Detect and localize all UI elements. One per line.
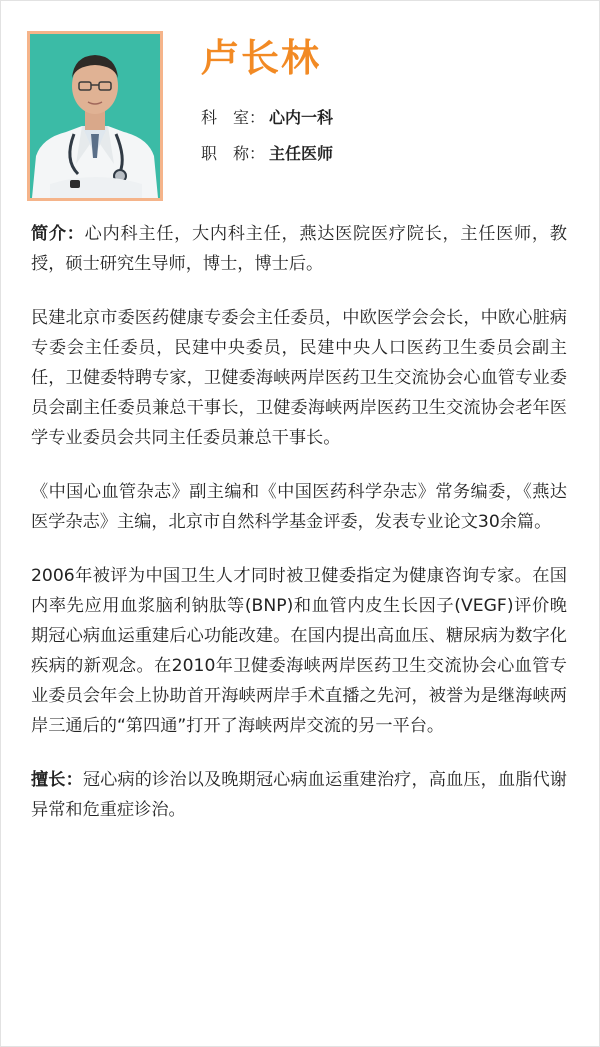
doctor-name: 卢长林 (201, 36, 322, 80)
specialty-label: 擅长： (31, 770, 83, 790)
intro-label: 简介： (31, 224, 85, 244)
title-row (201, 143, 333, 165)
publications-paragraph: 《中国心血管杂志》副主编和《中国医药科学杂志》常务编委，《燕达医学杂志》主编，北京市自然科学基金评委，发表专业论文30余篇。 (31, 482, 567, 532)
intro-text: 心内科主任，大内科主任，燕达医院医疗院长，主任医师，教授，硕士研究生导师，博士，博士后。 (31, 224, 567, 274)
department-value: 心内一科 (269, 108, 334, 127)
specialty-paragraph (31, 765, 567, 825)
achievements-paragraph: 2006年被评为中国卫生人才同时被卫健委指定为健康咨询专家。在国内率先应用血浆脑利钠肽等(BNP)和血管内皮生长因子(VEGF)评价晚期冠心病血运重建后心功能改建。在国内提出高血压、糖尿病为数字化疾病的新观念。在2010年卫健委海峡两岸医药卫生交流协会心血管专业委员会年会上协助首开海峡两岸手术直播之先河，被誉为是继海峡两岸三通后的“第四通”打开了海峡两岸交流的另一平台。 (31, 566, 567, 736)
department-row (201, 107, 333, 129)
department-label: 科 室： (201, 108, 266, 127)
profile-content (31, 219, 567, 849)
intro-paragraph (31, 219, 567, 279)
doctor-portrait-image (30, 34, 160, 198)
title-label: 职 称： (201, 144, 266, 163)
doctor-photo (27, 31, 163, 201)
affiliations-paragraph: 民建北京市委医药健康专委会主任委员，中欧医学会会长，中欧心脏病专委会主任委员，民建中央委员，民建中央人口医药卫生委员会副主任，卫健委特聘专家，卫健委海峡两岸医药卫生交流协会心血管专业委员会副主任委员兼总干事长，卫健委海峡两岸医药卫生交流协会老年医学专业委员会共同主任委员兼总干事长。 (31, 308, 567, 448)
specialty-text: 冠心病的诊治以及晚期冠心病血运重建治疗，高血压，血脂代谢异常和危重症诊治。 (31, 770, 567, 820)
title-value: 主任医师 (269, 144, 334, 163)
